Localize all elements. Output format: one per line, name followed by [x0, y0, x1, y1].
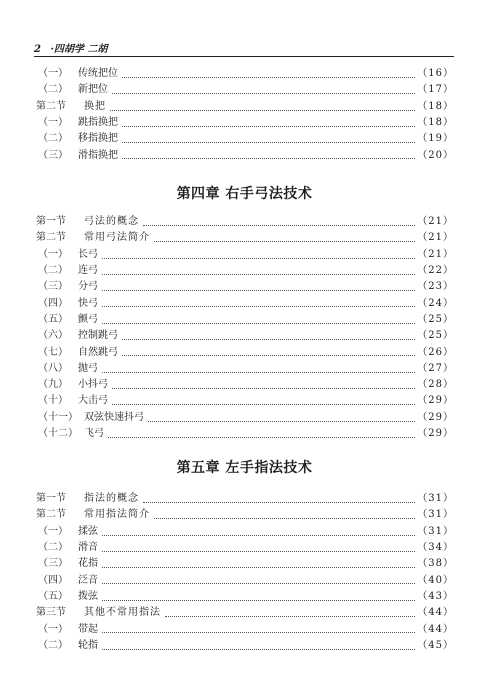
toc-leader-dots: [108, 429, 415, 438]
toc-entry-label: （七）: [38, 346, 68, 358]
toc-entry-label: （一）: [38, 525, 68, 537]
toc-leader-dots: [143, 494, 415, 503]
toc-entry-label: （三）: [38, 281, 68, 293]
toc-entry-label: （四）: [38, 574, 68, 586]
toc-subsection-entry[interactable]: [36, 247, 454, 263]
toc-subsection-entry[interactable]: [36, 147, 454, 163]
toc-section-entry[interactable]: [36, 507, 454, 523]
toc-leader-dots: [122, 331, 415, 340]
toc-entry-label: （二）: [38, 84, 68, 96]
toc-subsection-entry[interactable]: [36, 589, 454, 605]
toc-entry-title: 换把: [84, 100, 106, 112]
toc-leader-dots: [110, 102, 415, 111]
toc-entry-title: 花指: [78, 558, 98, 570]
toc-leader-dots: [102, 527, 415, 536]
toc-entry-label: 第二节: [36, 100, 66, 112]
toc-entry-title: 泛音: [78, 574, 98, 586]
toc-entry-title: 指法的概念: [84, 493, 139, 505]
toc-entry-title: 带起: [78, 623, 98, 635]
toc-entry-page: （21）: [417, 216, 454, 228]
toc-section-entry[interactable]: [36, 605, 454, 621]
toc-subsection-entry[interactable]: [36, 295, 454, 311]
toc-section-entry[interactable]: [36, 214, 454, 230]
toc-entry-label: 第二节: [36, 232, 66, 244]
toc-entry-title: 控制跳弓: [78, 330, 118, 342]
toc-leader-dots: [112, 380, 415, 389]
toc-entry-page: （44）: [417, 623, 454, 635]
toc-entry-label: （十二）: [38, 428, 78, 439]
toc-subsection-entry[interactable]: [36, 131, 454, 147]
toc-block-3: [36, 491, 454, 654]
toc-subsection-entry[interactable]: [36, 540, 454, 556]
toc-subsection-entry[interactable]: [36, 426, 454, 442]
toc-entry-page: （28）: [417, 379, 454, 391]
toc-entry-page: （25）: [417, 330, 454, 342]
toc-entry-page: （31）: [417, 493, 454, 505]
toc-entry-label: （一）: [38, 117, 68, 129]
toc-subsection-entry[interactable]: [36, 328, 454, 344]
toc-entry-title: 跳指换把: [78, 117, 118, 129]
toc-subsection-entry[interactable]: [36, 621, 454, 637]
toc-leader-dots: [102, 266, 415, 275]
toc-leader-dots: [102, 282, 415, 291]
toc-entry-title: 连弓: [78, 265, 98, 277]
toc-entry-label: （一）: [38, 248, 68, 260]
toc-subsection-entry[interactable]: [36, 393, 454, 409]
toc-leader-dots: [122, 347, 415, 356]
toc-leader-dots: [122, 150, 415, 159]
toc-entry-label: （二）: [38, 542, 68, 554]
toc-entry-label: （三）: [38, 149, 68, 161]
toc-entry-label: （一）: [38, 68, 68, 80]
toc-leader-dots: [143, 217, 415, 226]
toc-entry-label: 第一节: [36, 493, 66, 505]
toc-entry-page: （31）: [417, 509, 454, 521]
toc-entry-page: （18）: [417, 117, 454, 129]
toc-section-entry[interactable]: [36, 491, 454, 507]
toc-entry-title: 弓法的概念: [84, 216, 139, 228]
toc-entry-title: 拨弦: [78, 590, 98, 602]
toc-entry-page: （16）: [417, 68, 454, 80]
toc-entry-page: （21）: [417, 248, 454, 260]
toc-leader-dots: [122, 118, 415, 127]
toc-entry-page: （25）: [417, 313, 454, 325]
toc-subsection-entry[interactable]: [36, 263, 454, 279]
toc-entry-label: （五）: [38, 590, 68, 602]
toc-leader-dots: [122, 134, 415, 143]
page-number: 2: [34, 44, 41, 55]
toc-entry-label: 第二节: [36, 509, 66, 521]
toc-leader-dots: [112, 396, 415, 405]
toc-entry-title: 其他不常用指法: [84, 607, 161, 619]
toc-subsection-entry[interactable]: [36, 524, 454, 540]
toc-entry-title: 大击弓: [78, 395, 108, 407]
toc-entry-page: （27）: [417, 362, 454, 374]
toc-leader-dots: [102, 575, 415, 584]
toc-entry-title: 滑指换把: [78, 149, 118, 161]
toc-entry-title: 新把位: [78, 84, 108, 96]
toc-entry-page: （29）: [417, 395, 454, 407]
toc-entry-page: （43）: [417, 590, 454, 602]
toc-leader-dots: [102, 592, 415, 601]
toc-entry-page: （22）: [417, 265, 454, 277]
toc-subsection-entry[interactable]: [36, 638, 454, 654]
toc-entry-page: （26）: [417, 346, 454, 358]
toc-subsection-entry[interactable]: [36, 377, 454, 393]
toc-entry-label: （八）: [38, 362, 68, 374]
chapter-4-title[interactable]: 第四章 右手弓法技术: [176, 186, 313, 202]
toc-subsection-entry[interactable]: [36, 115, 454, 131]
chapter-5-title[interactable]: 第五章 左手指法技术: [176, 460, 313, 476]
toc-leader-dots: [102, 364, 415, 373]
toc-section-entry[interactable]: [36, 230, 454, 246]
toc-entry-title: 快弓: [78, 297, 98, 309]
toc-subsection-entry[interactable]: [36, 361, 454, 377]
toc-entry-page: （24）: [417, 297, 454, 309]
toc-leader-dots: [102, 624, 415, 633]
toc-entry-label: 第三节: [36, 607, 66, 619]
toc-entry-title: 小抖弓: [78, 379, 108, 391]
toc-entry-page: （29）: [417, 428, 454, 439]
toc-entry-page: （21）: [417, 232, 454, 244]
toc-entry-page: （44）: [417, 607, 454, 619]
toc-entry-page: （38）: [417, 558, 454, 570]
toc-entry-label: （二）: [38, 265, 68, 277]
toc-subsection-entry[interactable]: [36, 82, 454, 98]
toc-entry-page: （20）: [417, 149, 454, 161]
toc-leader-dots: [102, 543, 415, 552]
toc-entry-page: （19）: [417, 133, 454, 145]
toc-entry-label: 第一节: [36, 216, 66, 228]
toc-entry-page: （31）: [417, 525, 454, 537]
toc-entry-page: （18）: [417, 100, 454, 112]
toc-leader-dots: [148, 413, 415, 422]
toc-entry-label: （二）: [38, 639, 68, 651]
toc-entry-title: 揉弦: [78, 525, 98, 537]
toc-leader-dots: [165, 608, 415, 617]
toc-leader-dots: [102, 559, 415, 568]
toc-entry-page: （23）: [417, 281, 454, 293]
book-title: ·四胡学 二胡: [50, 44, 108, 55]
toc-entry-label: （十）: [38, 395, 68, 407]
toc-subsection-entry[interactable]: [36, 556, 454, 572]
toc-leader-dots: [102, 298, 415, 307]
toc-subsection-entry[interactable]: [36, 312, 454, 328]
toc-entry-title: 传统把位: [78, 68, 118, 80]
toc-entry-page: （29）: [417, 411, 454, 423]
toc-leader-dots: [112, 85, 415, 94]
toc-entry-label: （六）: [38, 330, 68, 342]
toc-entry-title: 常用指法简介: [84, 509, 150, 521]
toc-entry-title: 自然跳弓: [78, 346, 118, 358]
toc-leader-dots: [154, 510, 415, 519]
toc-entry-label: （四）: [38, 297, 68, 309]
toc-entry-title: 轮指: [78, 639, 98, 651]
page-header: [34, 40, 107, 55]
toc-leader-dots: [122, 69, 415, 78]
toc-leader-dots: [154, 233, 415, 242]
toc-block-1: [36, 66, 454, 164]
toc-leader-dots: [102, 641, 415, 650]
toc-entry-page: （17）: [417, 84, 454, 96]
toc-entry-title: 抛弓: [78, 362, 98, 374]
toc-entry-label: （九）: [38, 379, 68, 391]
toc-entry-label: （三）: [38, 558, 68, 570]
toc-subsection-entry[interactable]: [36, 279, 454, 295]
toc-entry-label: （五）: [38, 313, 68, 325]
toc-entry-label: （一）: [38, 623, 68, 635]
toc-entry-page: （45）: [417, 639, 454, 651]
toc-entry-label: （十一）: [38, 411, 78, 423]
toc-entry-label: （二）: [38, 133, 68, 145]
toc-entry-title: 颤弓: [78, 313, 98, 325]
toc-leader-dots: [102, 250, 415, 259]
toc-entry-title: 分弓: [78, 281, 98, 293]
toc-entry-page: （40）: [417, 574, 454, 586]
toc-entry-title: 常用弓法简介: [84, 232, 150, 244]
toc-entry-page: （34）: [417, 542, 454, 554]
toc-entry-title: 飞弓: [84, 428, 104, 439]
toc-entry-title: 长弓: [78, 248, 98, 260]
header-rule: [34, 56, 454, 57]
toc-subsection-entry[interactable]: [36, 66, 454, 82]
toc-block-2: [36, 214, 454, 442]
toc-subsection-entry[interactable]: [36, 344, 454, 360]
toc-leader-dots: [102, 315, 415, 324]
toc-entry-title: 双弦快速抖弓: [84, 411, 144, 423]
toc-subsection-entry[interactable]: [36, 410, 454, 426]
toc-section-entry[interactable]: [36, 99, 454, 115]
toc-entry-title: 滑音: [78, 542, 98, 554]
toc-subsection-entry[interactable]: [36, 572, 454, 588]
toc-entry-title: 移指换把: [78, 133, 118, 145]
